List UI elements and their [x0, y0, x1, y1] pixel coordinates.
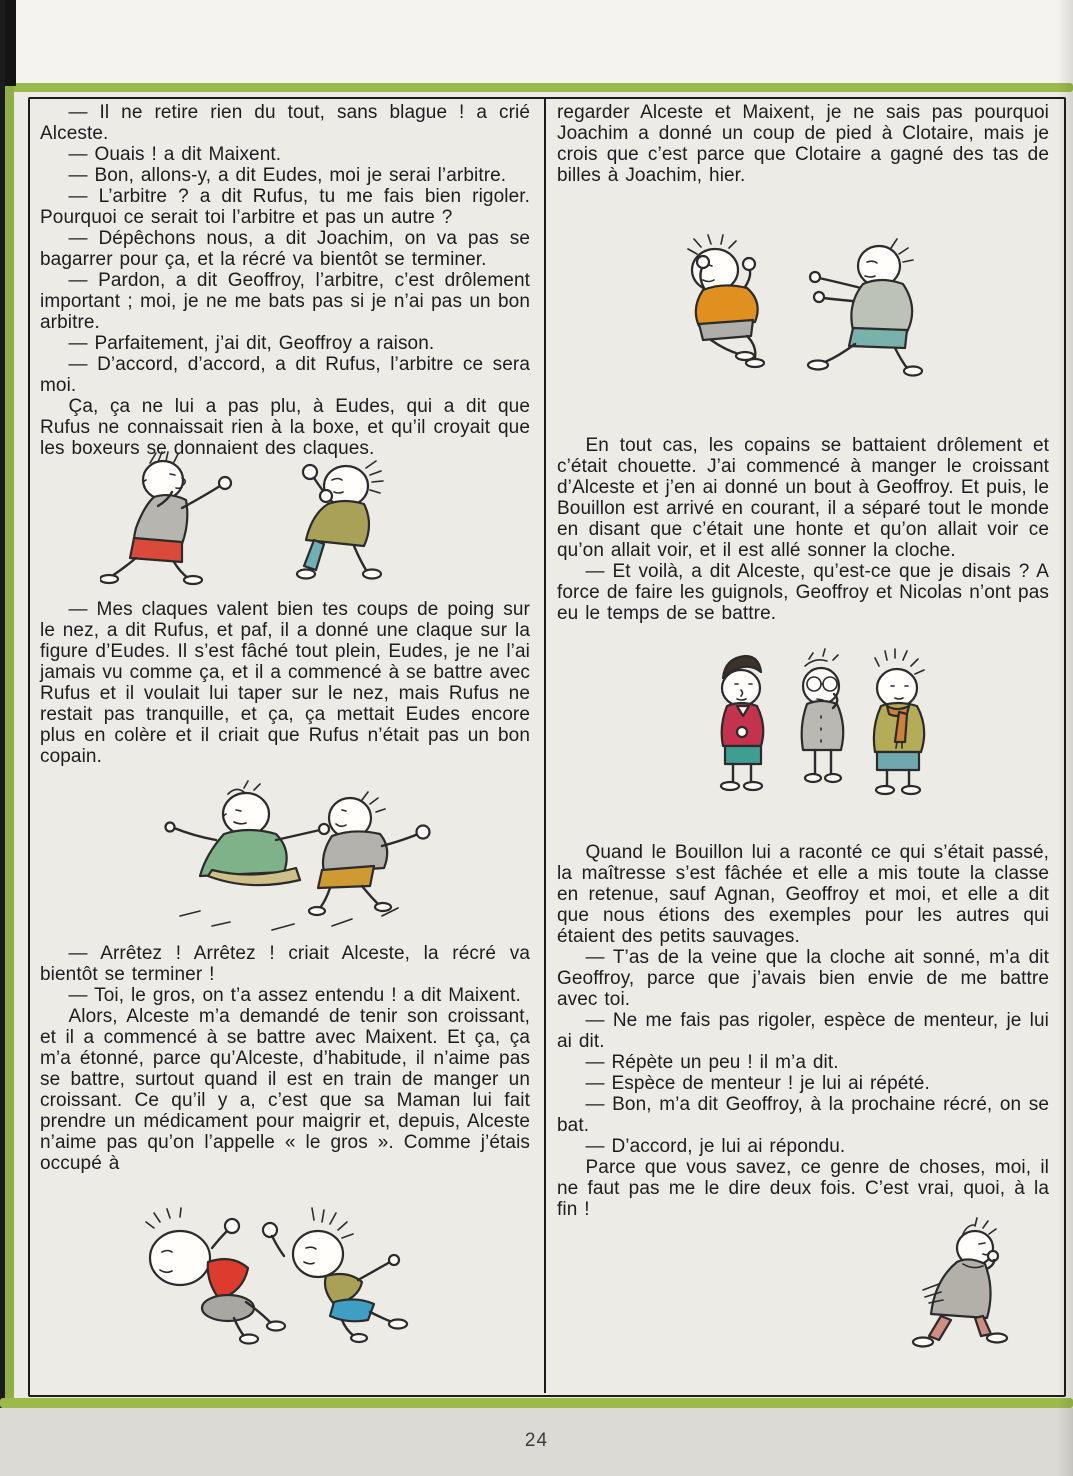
- paragraph: — Bon, m’a dit Geoffroy, à la prochaine récré, on se bat.: [557, 1094, 1049, 1136]
- paragraph: — Parfaitement, j’ai dit, Geoffroy a raison.: [68, 333, 435, 354]
- green-border-top: [0, 83, 1073, 92]
- paragraph: — L’arbitre ? a dit Rufus, tu me fais bien rigoler. Pourquoi ce serait toi l’arbitre et pas un autre ?: [40, 186, 530, 228]
- paragraph: — T’as de la veine que la cloche ait sonné, m’a dit Geoffroy, parce que j’avais bien envie de me battre avec toi.: [557, 947, 1049, 1010]
- three-boys-illustration: [693, 646, 953, 816]
- boxing-boys-illustration: [100, 450, 430, 595]
- paragraph: — Et voilà, a dit Alceste, qu’est-ce que je disais ? A force de faire les guignols, Geoffroy et Nicolas n’ont pas eu le temps de se battre.: [557, 561, 1049, 624]
- paragraph: — Bon, allons-y, a dit Eudes, moi je serai l’arbitre.: [68, 165, 507, 186]
- kick-fight-illustration: [645, 232, 955, 397]
- paragraph: En tout cas, les copains se battaient drôlement et c’était chouette. J’ai commencé à manger le croissant d’Alceste et j’en ai donné un bout à Geoffroy. Et puis, le Bouillon est arrivé en courant, il a séparé tout le monde en disant que c’était une honte et qu’on allait voir ce qu’on allait voir, et il est allé sonner la cloche.: [557, 435, 1049, 561]
- left-column-block-1: [40, 102, 530, 459]
- page-curl-shadow: [1057, 0, 1073, 1476]
- walking-boy-drawing: [883, 1212, 1048, 1362]
- paragraph: — Pardon, a dit Geoffroy, l’arbitre, c’est drôlement important ; moi, je ne me bats pas si je n’ai pas un bon arbitre.: [40, 270, 530, 333]
- left-column-block-3: [40, 943, 530, 1174]
- paragraph: regarder Alceste et Maixent, je ne sais pas pourquoi Joachim a donné un coup de pied à Clotaire, mais je crois que c’est parce que Clotaire a gagné des tas de billes à Joachim, hier.: [557, 102, 1049, 186]
- column-divider: [544, 99, 546, 1393]
- paragraph: — Répète un peu ! il m’a dit.: [585, 1052, 839, 1073]
- walking-boy-illustration: [883, 1212, 1048, 1367]
- green-border-left: [5, 86, 14, 1476]
- boxing-boys-drawing: [100, 450, 430, 590]
- sweater-grab-fight-drawing: [150, 778, 460, 943]
- paragraph: — Ne me fais pas rigoler, espèce de menteur, je lui ai dit.: [557, 1010, 1049, 1052]
- paragraph: Parce que vous savez, ce genre de choses, moi, il ne faut pas me le dire deux fois. C’est vrai, quoi, à la fin !: [557, 1157, 1049, 1220]
- paragraph: — D’accord, je lui ai répondu.: [585, 1136, 846, 1157]
- left-column-block-2: [40, 599, 530, 767]
- paragraph: — Dépêchons nous, a dit Joachim, on va pas se bagarrer pour ça, et la récré va bientôt se terminer.: [40, 228, 530, 270]
- paragraph: Ça, ça ne lui a pas plu, à Eudes, qui a dit que Rufus ne connaissait rien à la boxe, et qu’il croyait que les boxeurs se donnaient des claques.: [40, 396, 530, 459]
- sweater-grab-fight-illustration: [150, 778, 460, 948]
- green-border-bottom: [0, 1398, 1073, 1408]
- ground-wrestling-drawing: [118, 1200, 428, 1360]
- right-column-block-3: [557, 842, 1049, 1220]
- paragraph: — D’accord, d’accord, a dit Rufus, l’arbitre ce sera moi.: [40, 354, 530, 396]
- paragraph: — Toi, le gros, on t’a assez entendu ! a dit Maixent.: [68, 985, 521, 1006]
- paragraph: — Il ne retire rien du tout, sans blague ! a crié Alceste.: [40, 102, 530, 144]
- three-boys-drawing: [693, 646, 953, 811]
- right-column-block-1: [557, 102, 1049, 186]
- page-number: 24: [524, 1430, 549, 1451]
- paragraph: — Mes claques valent bien tes coups de poing sur le nez, a dit Rufus, et paf, il a donné une claque sur la figure d’Eudes. Il s’est fâché tout plein, Eudes, je ne l’ai jamais vu comme ça, et il a commencé à se battre avec Rufus et il voulait lui taper sur le nez, mais Rufus ne restait pas tranquille, et ça, ça mettait Eudes encore plus en colère et il criait que Rufus n’était pas un bon copain.: [40, 599, 530, 767]
- paragraph: — Arrêtez ! Arrêtez ! criait Alceste, la récré va bientôt se terminer !: [40, 943, 530, 985]
- paragraph: Alors, Alceste m’a demandé de tenir son croissant, et il a commencé à se battre avec Maixent. Et ça, ça m’a étonné, parce qu’Alceste, d’habitude, il n’aime pas se battre, surtout quand il est en train de manger un croissant. Ce qu’il y a, c’est que sa Maman lui fait prendre un médicament pour maigrir et, depuis, Alceste n’aime pas qu’on l’appelle « le gros ». Comme j’étais occupé à: [40, 1006, 530, 1174]
- paragraph: — Espèce de menteur ! je lui ai répété.: [585, 1073, 930, 1094]
- kick-fight-drawing: [645, 232, 955, 392]
- right-column-block-2: [557, 435, 1049, 624]
- paragraph: — Ouais ! a dit Maixent.: [68, 144, 282, 165]
- paragraph: Quand le Bouillon lui a raconté ce qui s’était passé, la maîtresse s’est fâchée et elle a mis toute la classe en retenue, sauf Agnan, Geoffroy et moi, et elle a dit que nous étions des exemples pour les autres qui étaient des petits sauvages.: [557, 842, 1049, 947]
- ground-wrestling-illustration: [118, 1200, 428, 1365]
- top-margin: [0, 0, 1073, 83]
